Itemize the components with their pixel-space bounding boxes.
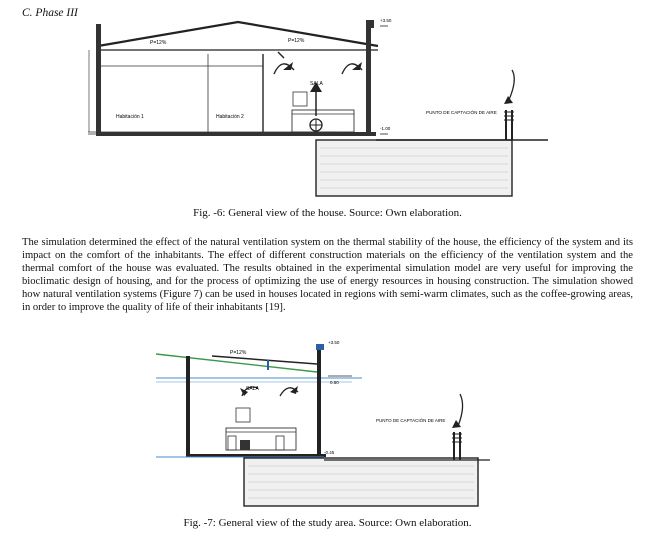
figure-6-drawing — [88, 14, 558, 202]
figure-7-caption: Fig. -7: General view of the study area. Source: Own elaboration. — [183, 517, 472, 529]
label-living-room: SALA — [310, 81, 323, 87]
fig7-label-roof: P=12% — [230, 350, 247, 356]
label-roof-left: P=12% — [150, 40, 167, 46]
label-room-2: Habitación 2 — [216, 114, 244, 120]
fig7-label-level-mid: 0.50 — [330, 380, 339, 385]
label-level-floor: -1.00 — [380, 126, 391, 131]
fig7-label-level-floor: -0.45 — [324, 450, 335, 455]
label-air-intake: PUNTO DE CAPTACIÓN DE AIRE — [426, 110, 497, 115]
fig7-label-air-intake: PUNTO DE CAPTACIÓN DE AIRE — [376, 418, 446, 423]
section-heading: C. Phase III — [22, 7, 78, 19]
figure-7-drawing — [152, 336, 492, 508]
fig7-label-level-top: +3.50 — [328, 340, 340, 345]
label-room-1: Habitación 1 — [116, 114, 144, 120]
figure-6-caption: Fig. -6: General view of the house. Source: Own elaboration. — [193, 207, 462, 219]
body-paragraph: The simulation determined the effect of the natural ventilation system on the thermal stability of the house, the efficiency of the system and its impact on the comfort of the inhabitants. The effect of different construction materials on the efficiency of the ventilation system and the thermal comfort of the house was evaluated. The results obtained in the experimental simulation model are very useful for improving the bioclimatic design of housing, and for the process of optimizing the use of energy resources in housing construction. The simulation showed how natural ventilation systems (Figure 7) can be used in houses located in regions with semi-warm climates, such as the coffee-growing areas, in order to improve the quality of life of their inhabitants [19]. — [22, 237, 633, 314]
label-roof-right: P=12% — [288, 38, 305, 44]
label-level-top: +3.50 — [380, 18, 392, 23]
fig7-label-living-room: SALA — [246, 386, 259, 392]
